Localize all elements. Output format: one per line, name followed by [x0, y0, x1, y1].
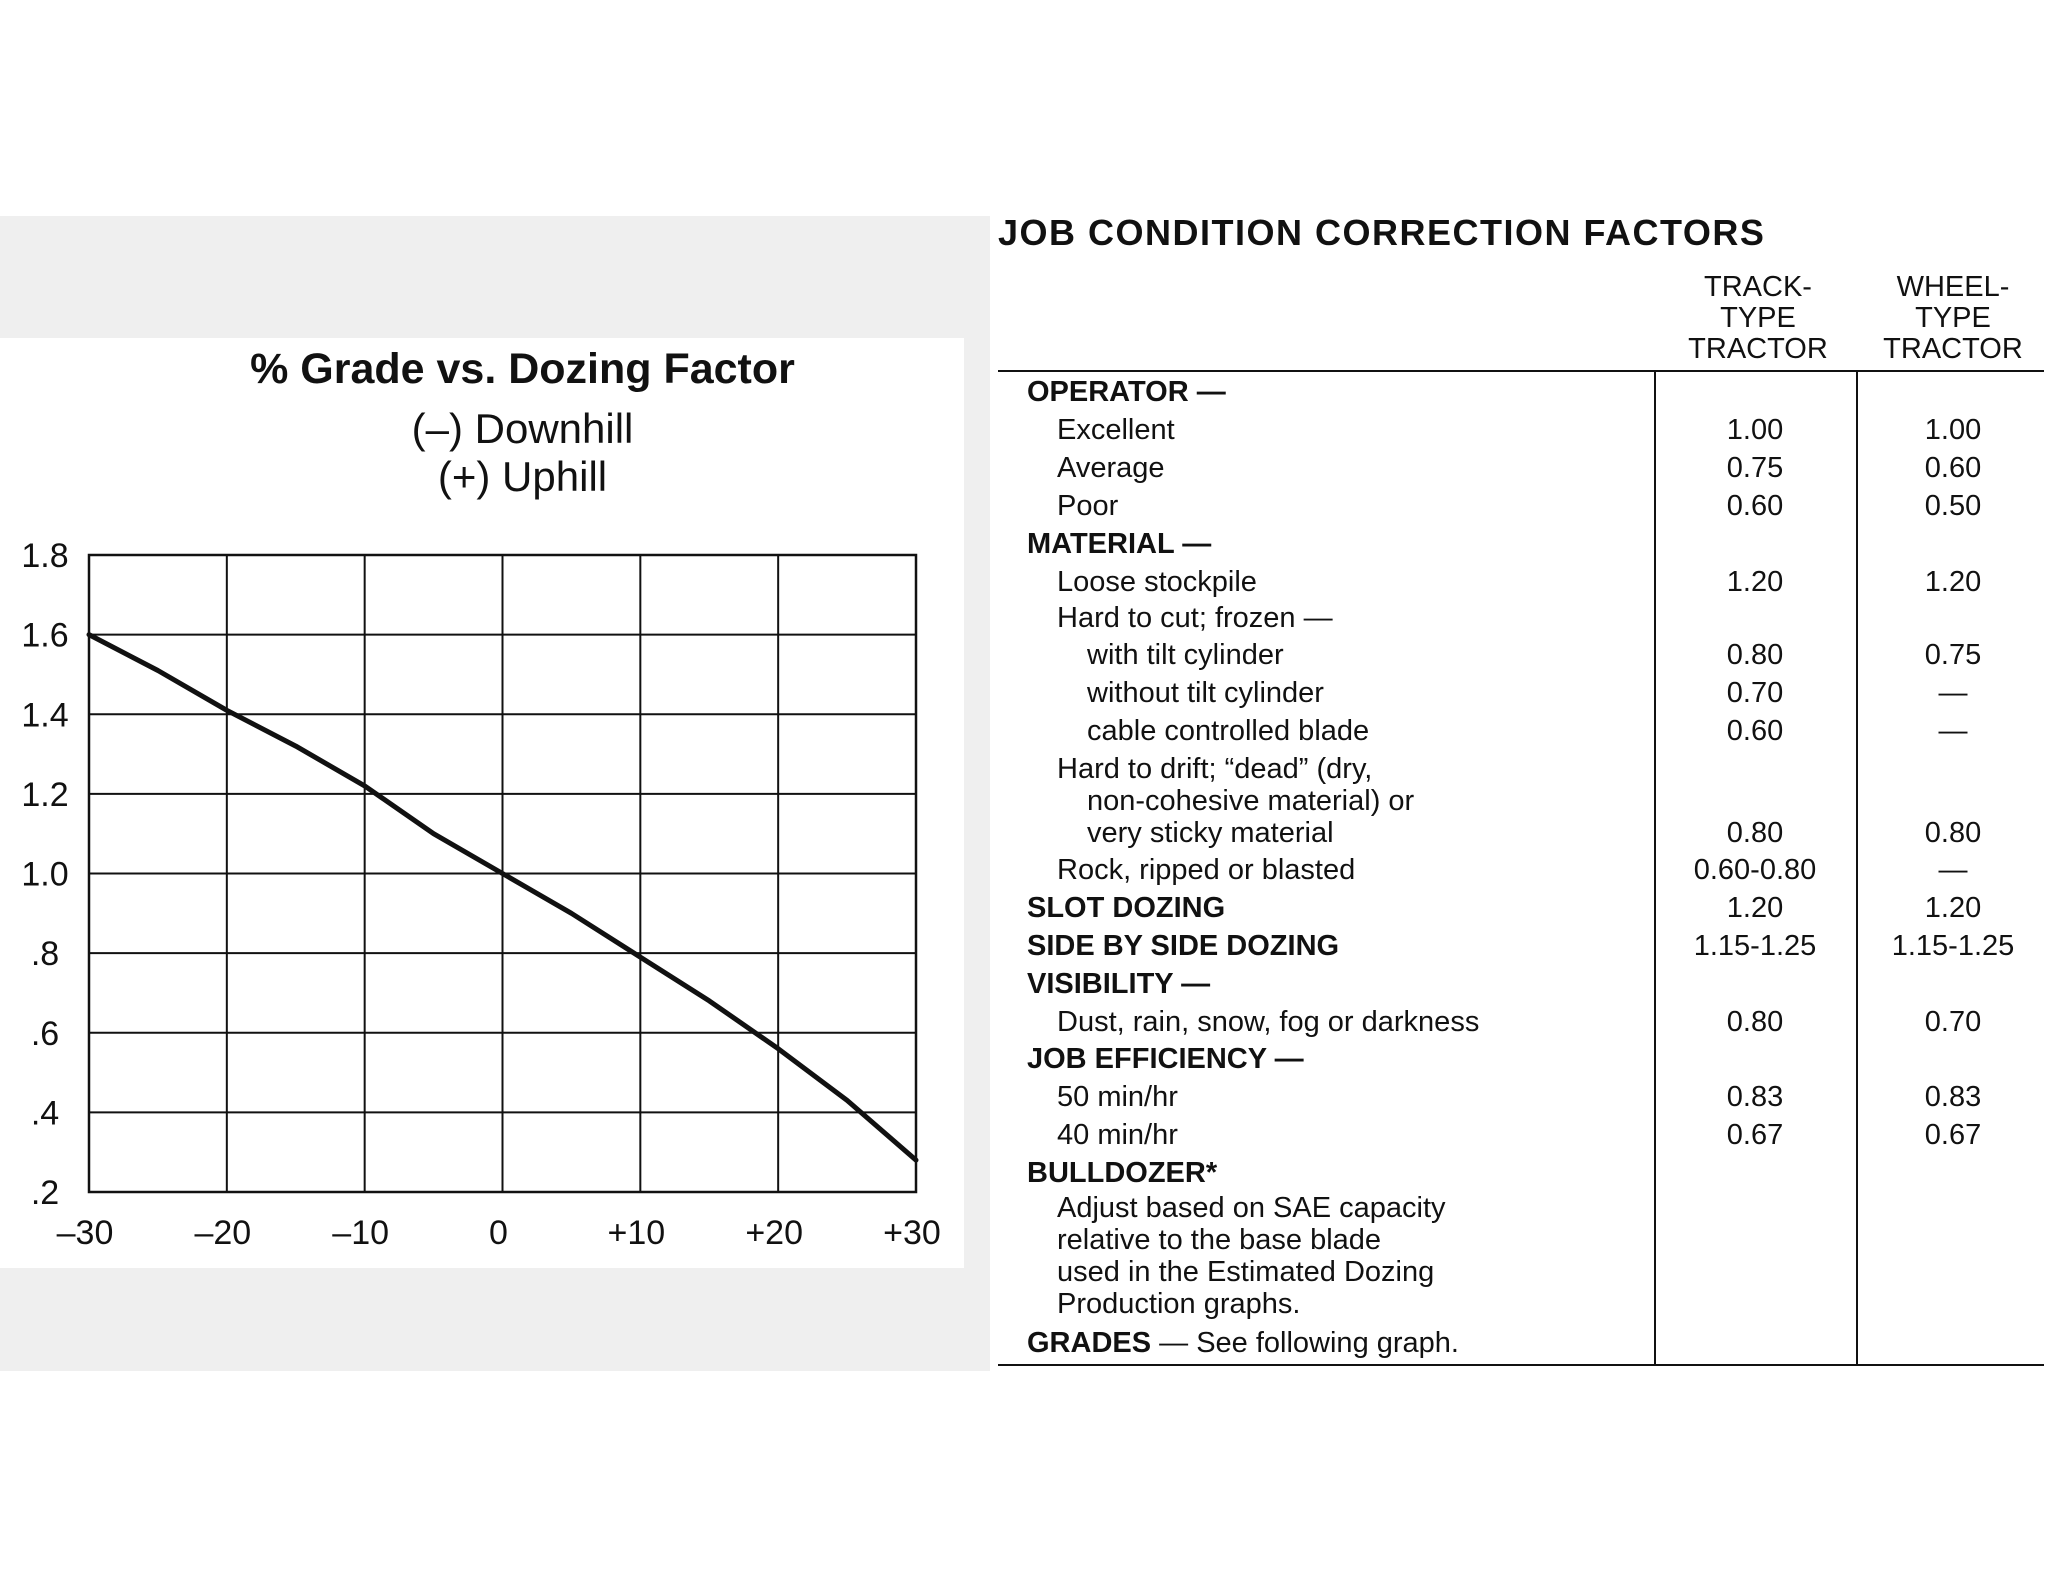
- wheel-type-value: 1.15-1.25: [1891, 930, 2015, 962]
- column-header-wheel-type: [1858, 272, 2048, 365]
- wheel-type-value: 0.60: [1924, 452, 1982, 484]
- row-label: 50 min/hr: [1057, 1081, 1178, 1113]
- track-type-value: 0.70: [1726, 677, 1784, 709]
- table-bottom-rule: [998, 1364, 2044, 1366]
- table-row: [1000, 927, 2048, 965]
- row-label: Dust, rain, snow, fog or darkness: [1057, 1006, 1480, 1038]
- wheel-type-value: 0.67: [1924, 1119, 1982, 1151]
- grades-text: [1027, 1324, 1459, 1362]
- column-header-line: TRACTOR: [1688, 333, 1828, 365]
- row-label: Poor: [1057, 490, 1119, 522]
- row-label: cable controlled blade: [1087, 715, 1370, 747]
- wheel-type-value: —: [1938, 715, 1968, 747]
- bulldozer-note-line: Production graphs.: [1057, 1288, 1301, 1320]
- track-type-value: 0.80: [1726, 1006, 1784, 1038]
- table-row: [1000, 1154, 2048, 1192]
- row-label: 40 min/hr: [1057, 1119, 1178, 1151]
- table-row: [1000, 1078, 2048, 1116]
- track-type-value: 0.67: [1726, 1119, 1784, 1151]
- wheel-type-value: —: [1938, 677, 1968, 709]
- table-row: [1000, 636, 2048, 674]
- row-label: SLOT DOZING: [1027, 892, 1226, 924]
- row-label: SIDE BY SIDE DOZING: [1027, 930, 1340, 962]
- column-header-track-type: [1648, 272, 1868, 365]
- x-tick-label: –10: [332, 1214, 390, 1252]
- table-row: [1000, 674, 2048, 712]
- wheel-type-value: 0.70: [1924, 1006, 1982, 1038]
- wheel-type-value: 0.80: [1924, 817, 1982, 849]
- track-type-value: 1.15-1.25: [1693, 930, 1817, 962]
- dozing-factor-chart: [0, 520, 990, 1280]
- wheel-type-value: 1.20: [1924, 892, 1982, 924]
- row-label: Average: [1057, 452, 1165, 484]
- track-type-value: 1.20: [1726, 892, 1784, 924]
- row-label: VISIBILITY —: [1027, 968, 1211, 1000]
- table-row: [1000, 525, 2048, 563]
- column-header-line: TRACTOR: [1883, 333, 2023, 365]
- chart-subtitle-downhill: (–) Downhill: [411, 405, 634, 452]
- wheel-type-value: 1.20: [1924, 566, 1982, 598]
- row-label: Hard to cut; frozen —: [1057, 602, 1333, 634]
- table-row: [1000, 889, 2048, 927]
- table-row-grades: [1000, 1324, 2048, 1362]
- x-tick-label: +30: [883, 1214, 941, 1252]
- wheel-type-value: —: [1938, 854, 1968, 886]
- table-row: [1000, 851, 2048, 889]
- row-label: BULLDOZER*: [1027, 1157, 1218, 1189]
- chart-subtitle-uphill: (+) Uphill: [437, 453, 608, 500]
- track-type-value: 0.60-0.80: [1693, 854, 1817, 886]
- x-tick-label: +20: [745, 1214, 804, 1252]
- row-label: OPERATOR —: [1027, 376, 1226, 408]
- track-type-value: 0.80: [1726, 817, 1784, 849]
- track-type-value: 0.83: [1726, 1081, 1784, 1113]
- table-row: [1000, 965, 2048, 1003]
- column-header-line: TYPE: [1720, 302, 1796, 334]
- x-tick-label: –30: [56, 1214, 114, 1252]
- grades-description: — See following graph.: [1151, 1327, 1459, 1359]
- table-row: [1000, 487, 2048, 525]
- y-tick-label: .8: [30, 935, 60, 974]
- table-row: [1000, 449, 2048, 487]
- table-row: [1000, 1003, 2048, 1041]
- x-tick-label: +10: [607, 1214, 666, 1252]
- row-label: Hard to drift; “dead” (dry,: [1057, 753, 1373, 785]
- table-row: [1000, 814, 2048, 852]
- wheel-type-value: 1.00: [1924, 414, 1982, 446]
- row-label: Rock, ripped or blasted: [1057, 854, 1356, 886]
- track-type-value: 0.60: [1726, 490, 1784, 522]
- track-type-value: 1.00: [1726, 414, 1784, 446]
- row-label: Loose stockpile: [1057, 566, 1257, 598]
- track-type-value: 0.60: [1726, 715, 1784, 747]
- table-row: [1000, 411, 2048, 449]
- track-type-value: 0.80: [1726, 639, 1784, 671]
- column-header-line: WHEEL-: [1896, 271, 2010, 303]
- table-title: JOB CONDITION CORRECTION FACTORS: [998, 212, 1766, 253]
- bulldozer-note-line: used in the Estimated Dozing: [1057, 1256, 1435, 1288]
- wheel-type-value: 0.50: [1924, 490, 1982, 522]
- table-row: [1000, 712, 2048, 750]
- row-label: without tilt cylinder: [1087, 677, 1324, 709]
- table-row: [1000, 1116, 2048, 1154]
- x-tick-label: 0: [489, 1214, 508, 1252]
- row-label: Excellent: [1057, 414, 1175, 446]
- track-type-value: 0.75: [1726, 452, 1784, 484]
- y-tick-label: 1.8: [21, 537, 69, 575]
- track-type-value: 1.20: [1726, 566, 1784, 598]
- row-label: JOB EFFICIENCY —: [1027, 1043, 1304, 1075]
- chart-title: % Grade vs. Dozing Factor: [250, 345, 795, 393]
- y-tick-label: .2: [30, 1174, 60, 1212]
- wheel-type-value: 0.75: [1924, 639, 1982, 671]
- column-header-line: TRACK-: [1704, 271, 1812, 303]
- bulldozer-note-line: relative to the base blade: [1057, 1224, 1382, 1256]
- y-tick-label: 1.2: [21, 775, 69, 814]
- y-tick-label: .6: [30, 1014, 60, 1053]
- x-tick-label: –20: [194, 1214, 252, 1252]
- wheel-type-value: 0.83: [1924, 1081, 1982, 1113]
- table-header-rule: [998, 370, 2044, 372]
- y-tick-label: 1.4: [21, 696, 69, 735]
- y-tick-label: 1.6: [21, 616, 69, 655]
- row-label: very sticky material: [1087, 817, 1334, 849]
- bulldozer-note-line: Adjust based on SAE capacity: [1057, 1192, 1446, 1224]
- table-row: [1000, 373, 2048, 411]
- column-header-line: TYPE: [1915, 302, 1991, 334]
- row-label: non-cohesive material) or: [1087, 785, 1415, 817]
- table-row: [1000, 599, 2048, 637]
- y-tick-label: 1.0: [21, 855, 69, 894]
- table-row: [1000, 1040, 2048, 1078]
- row-label: MATERIAL —: [1027, 528, 1212, 560]
- y-tick-label: .4: [30, 1094, 60, 1133]
- table-row: [1000, 563, 2048, 601]
- row-label: with tilt cylinder: [1087, 639, 1284, 671]
- grades-label: GRADES: [1027, 1327, 1152, 1359]
- bulldozer-note: [1057, 1192, 1446, 1320]
